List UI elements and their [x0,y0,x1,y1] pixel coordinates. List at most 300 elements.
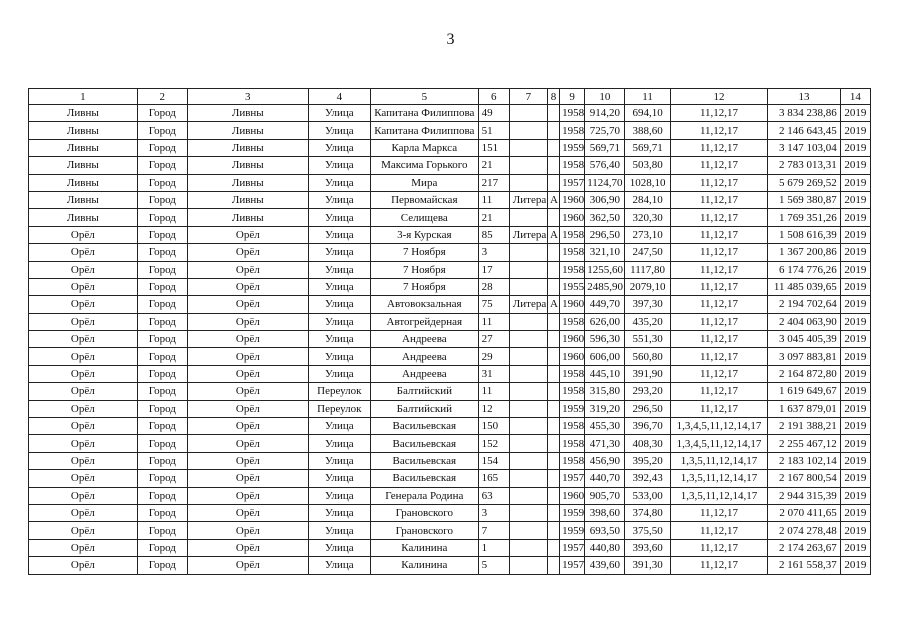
letter-label-cell [509,539,547,556]
plan-year-cell: 2019 [840,400,870,417]
cost-cell: 1 769 351,26 [768,209,840,226]
settlement-cell: Орёл [187,418,308,435]
locality-cell: Орёл [29,557,138,574]
work-types-cell: 11,12,17 [670,157,768,174]
locality-cell: Ливны [29,157,138,174]
living-area-cell: 551,30 [625,331,670,348]
total-area-cell: 471,30 [585,435,625,452]
living-area-cell: 533,00 [625,487,670,504]
year-built-cell: 1959 [560,400,585,417]
table-row [29,313,871,330]
column-number-cell: 2 [137,89,187,105]
total-area-cell: 306,90 [585,191,625,208]
street-cell: Грановского [371,504,479,521]
year-built-cell: 1958 [560,261,585,278]
letter-label-cell [509,157,547,174]
total-area-cell: 626,00 [585,313,625,330]
locality-cell: Орёл [29,365,138,382]
year-built-cell: 1958 [560,105,585,122]
living-area-cell: 293,20 [625,383,670,400]
living-area-cell: 435,20 [625,313,670,330]
table-row [29,296,871,313]
street-type-cell: Улица [308,261,370,278]
letter-cell [548,331,560,348]
table-row [29,435,871,452]
locality-cell: Орёл [29,261,138,278]
street-cell: 7 Ноября [371,261,479,278]
work-types-cell: 11,12,17 [670,105,768,122]
letter-cell [548,504,560,521]
work-types-cell: 11,12,17 [670,331,768,348]
total-area-cell: 321,10 [585,244,625,261]
letter-cell [548,209,560,226]
living-area-cell: 391,90 [625,365,670,382]
street-cell: Первомайская [371,191,479,208]
letter-cell [548,157,560,174]
year-built-cell: 1958 [560,365,585,382]
street-type-cell: Переулок [308,383,370,400]
street-type-cell: Улица [308,504,370,521]
plan-year-cell: 2019 [840,209,870,226]
living-area-cell: 569,71 [625,139,670,156]
locality-cell: Орёл [29,418,138,435]
settlement-type-cell: Город [137,383,187,400]
plan-year-cell: 2019 [840,313,870,330]
street-type-cell: Улица [308,470,370,487]
plan-year-cell: 2019 [840,226,870,243]
table-row [29,470,871,487]
settlement-type-cell: Город [137,313,187,330]
letter-cell [548,557,560,574]
street-cell: Автовокзальная [371,296,479,313]
house-number-cell: 31 [478,365,509,382]
letter-label-cell [509,174,547,191]
table-row [29,487,871,504]
table-row [29,452,871,469]
year-built-cell: 1959 [560,504,585,521]
settlement-type-cell: Город [137,504,187,521]
cost-cell: 3 147 103,04 [768,139,840,156]
total-area-cell: 439,60 [585,557,625,574]
settlement-cell: Ливны [187,157,308,174]
settlement-cell: Ливны [187,122,308,139]
living-area-cell: 396,70 [625,418,670,435]
settlement-type-cell: Город [137,487,187,504]
table-row [29,400,871,417]
plan-year-cell: 2019 [840,418,870,435]
plan-year-cell: 2019 [840,122,870,139]
house-number-cell: 5 [478,557,509,574]
house-number-cell: 12 [478,400,509,417]
cost-cell: 1 508 616,39 [768,226,840,243]
settlement-cell: Орёл [187,261,308,278]
street-type-cell: Улица [308,365,370,382]
house-number-cell: 3 [478,244,509,261]
column-number-cell: 13 [768,89,840,105]
letter-label-cell [509,452,547,469]
settlement-cell: Орёл [187,226,308,243]
locality-cell: Орёл [29,539,138,556]
living-area-cell: 560,80 [625,348,670,365]
work-types-cell: 11,12,17 [670,365,768,382]
letter-cell: А [548,226,560,243]
column-number-row [29,89,871,105]
street-cell: Балтийский [371,400,479,417]
living-area-cell: 320,30 [625,209,670,226]
street-type-cell: Улица [308,452,370,469]
letter-label-cell [509,105,547,122]
letter-label-cell [509,139,547,156]
letter-label-cell [509,400,547,417]
locality-cell: Ливны [29,139,138,156]
locality-cell: Орёл [29,331,138,348]
street-cell: Балтийский [371,383,479,400]
cost-cell: 2 161 558,37 [768,557,840,574]
table-row [29,174,871,191]
column-number-cell: 10 [585,89,625,105]
street-cell: Васильевская [371,470,479,487]
settlement-cell: Орёл [187,383,308,400]
letter-label-cell: Литера [509,191,547,208]
letter-label-cell [509,209,547,226]
cost-cell: 1 619 649,67 [768,383,840,400]
table-row [29,365,871,382]
cost-cell: 2 783 013,31 [768,157,840,174]
plan-year-cell: 2019 [840,278,870,295]
settlement-type-cell: Город [137,226,187,243]
settlement-type-cell: Город [137,522,187,539]
street-cell: Капитана Филиппова [371,122,479,139]
column-number-cell: 9 [560,89,585,105]
settlement-cell: Ливны [187,191,308,208]
table-row [29,139,871,156]
letter-cell [548,139,560,156]
locality-cell: Орёл [29,278,138,295]
year-built-cell: 1959 [560,522,585,539]
cost-cell: 2 255 467,12 [768,435,840,452]
year-built-cell: 1958 [560,452,585,469]
total-area-cell: 569,71 [585,139,625,156]
plan-year-cell: 2019 [840,383,870,400]
street-type-cell: Улица [308,278,370,295]
year-built-cell: 1958 [560,383,585,400]
house-number-cell: 165 [478,470,509,487]
letter-cell [548,435,560,452]
settlement-type-cell: Город [137,122,187,139]
house-number-cell: 150 [478,418,509,435]
street-cell: Васильевская [371,418,479,435]
plan-year-cell: 2019 [840,191,870,208]
work-types-cell: 11,12,17 [670,209,768,226]
plan-year-cell: 2019 [840,296,870,313]
settlement-type-cell: Город [137,209,187,226]
letter-cell: А [548,191,560,208]
settlement-type-cell: Город [137,348,187,365]
letter-label-cell [509,278,547,295]
living-area-cell: 296,50 [625,400,670,417]
plan-year-cell: 2019 [840,174,870,191]
year-built-cell: 1960 [560,331,585,348]
column-number-cell: 12 [670,89,768,105]
letter-label-cell [509,418,547,435]
letter-label-cell [509,348,547,365]
table-row [29,157,871,174]
street-type-cell: Улица [308,296,370,313]
house-number-cell: 152 [478,435,509,452]
work-types-cell: 11,12,17 [670,261,768,278]
plan-year-cell: 2019 [840,331,870,348]
settlement-type-cell: Город [137,400,187,417]
letter-label-cell [509,470,547,487]
locality-cell: Ливны [29,105,138,122]
cost-cell: 1 569 380,87 [768,191,840,208]
total-area-cell: 576,40 [585,157,625,174]
column-number-cell: 8 [548,89,560,105]
settlement-type-cell: Город [137,261,187,278]
page-number: 3 [446,31,455,48]
street-type-cell: Улица [308,313,370,330]
cost-cell: 2 183 102,14 [768,452,840,469]
letter-cell [548,313,560,330]
table-row [29,539,871,556]
settlement-cell: Ливны [187,139,308,156]
street-type-cell: Улица [308,244,370,261]
street-type-cell: Переулок [308,400,370,417]
plan-year-cell: 2019 [840,365,870,382]
settlement-type-cell: Город [137,557,187,574]
plan-year-cell: 2019 [840,487,870,504]
cost-cell: 11 485 039,65 [768,278,840,295]
year-built-cell: 1957 [560,557,585,574]
house-number-cell: 29 [478,348,509,365]
settlement-cell: Ливны [187,174,308,191]
plan-year-cell: 2019 [840,157,870,174]
total-area-cell: 725,70 [585,122,625,139]
letter-cell [548,105,560,122]
work-types-cell: 11,12,17 [670,504,768,521]
house-number-cell: 217 [478,174,509,191]
locality-cell: Орёл [29,452,138,469]
settlement-cell: Орёл [187,470,308,487]
settlement-type-cell: Город [137,191,187,208]
total-area-cell: 296,50 [585,226,625,243]
year-built-cell: 1960 [560,191,585,208]
living-area-cell: 1117,80 [625,261,670,278]
house-number-cell: 17 [478,261,509,278]
street-cell: Калинина [371,539,479,556]
locality-cell: Орёл [29,244,138,261]
year-built-cell: 1958 [560,226,585,243]
settlement-type-cell: Город [137,278,187,295]
year-built-cell: 1958 [560,157,585,174]
table-row [29,557,871,574]
street-type-cell: Улица [308,174,370,191]
living-area-cell: 375,50 [625,522,670,539]
living-area-cell: 391,30 [625,557,670,574]
cost-cell: 2 164 872,80 [768,365,840,382]
locality-cell: Орёл [29,348,138,365]
year-built-cell: 1960 [560,209,585,226]
settlement-cell: Орёл [187,557,308,574]
settlement-cell: Орёл [187,365,308,382]
house-number-cell: 7 [478,522,509,539]
street-cell: 7 Ноября [371,244,479,261]
cost-cell: 3 045 405,39 [768,331,840,348]
table-row [29,278,871,295]
house-number-cell: 11 [478,383,509,400]
street-cell: Андреева [371,348,479,365]
settlement-cell: Орёл [187,331,308,348]
plan-year-cell: 2019 [840,139,870,156]
plan-year-cell: 2019 [840,470,870,487]
house-number-cell: 151 [478,139,509,156]
year-built-cell: 1955 [560,278,585,295]
letter-cell [548,244,560,261]
letter-cell [548,122,560,139]
street-type-cell: Улица [308,226,370,243]
work-types-cell: 11,12,17 [670,244,768,261]
house-number-cell: 11 [478,313,509,330]
cost-cell: 2 074 278,48 [768,522,840,539]
column-number-cell: 7 [509,89,547,105]
letter-label-cell [509,365,547,382]
settlement-cell: Орёл [187,244,308,261]
plan-year-cell: 2019 [840,244,870,261]
street-cell: Карла Маркса [371,139,479,156]
living-area-cell: 408,30 [625,435,670,452]
street-cell: Грановского [371,522,479,539]
year-built-cell: 1958 [560,418,585,435]
letter-label-cell [509,122,547,139]
cost-cell: 2 194 702,64 [768,296,840,313]
year-built-cell: 1958 [560,313,585,330]
house-number-cell: 51 [478,122,509,139]
settlement-cell: Ливны [187,105,308,122]
total-area-cell: 440,80 [585,539,625,556]
locality-cell: Ливны [29,174,138,191]
table-row [29,522,871,539]
letter-cell [548,418,560,435]
letter-label-cell [509,383,547,400]
table-row [29,348,871,365]
locality-cell: Орёл [29,504,138,521]
year-built-cell: 1957 [560,174,585,191]
work-types-cell: 11,12,17 [670,226,768,243]
year-built-cell: 1960 [560,296,585,313]
total-area-cell: 362,50 [585,209,625,226]
letter-cell [548,365,560,382]
settlement-type-cell: Город [137,435,187,452]
locality-cell: Орёл [29,487,138,504]
plan-year-cell: 2019 [840,452,870,469]
cost-cell: 2 404 063,90 [768,313,840,330]
total-area-cell: 606,00 [585,348,625,365]
locality-cell: Орёл [29,296,138,313]
total-area-cell: 1255,60 [585,261,625,278]
locality-cell: Орёл [29,400,138,417]
living-area-cell: 247,50 [625,244,670,261]
work-types-cell: 11,12,17 [670,296,768,313]
letter-label-cell: Литера [509,296,547,313]
total-area-cell: 319,20 [585,400,625,417]
total-area-cell: 914,20 [585,105,625,122]
locality-cell: Орёл [29,383,138,400]
street-cell: Васильевская [371,435,479,452]
column-number-cell: 5 [371,89,479,105]
settlement-cell: Ливны [187,209,308,226]
total-area-cell: 398,60 [585,504,625,521]
street-cell: Селищева [371,209,479,226]
letter-cell [548,348,560,365]
table-row [29,122,871,139]
cost-cell: 2 146 643,45 [768,122,840,139]
street-type-cell: Улица [308,157,370,174]
column-number-cell: 1 [29,89,138,105]
settlement-type-cell: Город [137,539,187,556]
locality-cell: Ливны [29,209,138,226]
total-area-cell: 455,30 [585,418,625,435]
column-number-cell: 14 [840,89,870,105]
locality-cell: Ливны [29,191,138,208]
settlement-cell: Орёл [187,522,308,539]
column-number-cell: 4 [308,89,370,105]
work-types-cell: 11,12,17 [670,557,768,574]
total-area-cell: 693,50 [585,522,625,539]
plan-year-cell: 2019 [840,435,870,452]
street-type-cell: Улица [308,487,370,504]
year-built-cell: 1958 [560,244,585,261]
settlement-type-cell: Город [137,157,187,174]
cost-cell: 2 191 388,21 [768,418,840,435]
work-types-cell: 11,12,17 [670,348,768,365]
letter-label-cell [509,522,547,539]
plan-year-cell: 2019 [840,522,870,539]
letter-label-cell [509,313,547,330]
year-built-cell: 1958 [560,122,585,139]
table-row [29,418,871,435]
plan-year-cell: 2019 [840,261,870,278]
street-cell: 3-я Курская [371,226,479,243]
locality-cell: Орёл [29,226,138,243]
letter-cell [548,261,560,278]
street-type-cell: Улица [308,557,370,574]
house-number-cell: 154 [478,452,509,469]
table-row [29,209,871,226]
column-number-cell: 11 [625,89,670,105]
house-number-cell: 63 [478,487,509,504]
settlement-type-cell: Город [137,296,187,313]
living-area-cell: 388,60 [625,122,670,139]
work-types-cell: 11,12,17 [670,191,768,208]
settlement-type-cell: Город [137,331,187,348]
street-type-cell: Улица [308,139,370,156]
living-area-cell: 397,30 [625,296,670,313]
table-row [29,226,871,243]
street-cell: 7 Ноября [371,278,479,295]
settlement-type-cell: Город [137,105,187,122]
letter-cell [548,470,560,487]
total-area-cell: 456,90 [585,452,625,469]
letter-cell [548,487,560,504]
street-type-cell: Улица [308,522,370,539]
settlement-cell: Орёл [187,296,308,313]
total-area-cell: 440,70 [585,470,625,487]
living-area-cell: 374,80 [625,504,670,521]
cost-cell: 2 167 800,54 [768,470,840,487]
cost-cell: 5 679 269,52 [768,174,840,191]
street-type-cell: Улица [308,418,370,435]
letter-label-cell [509,504,547,521]
